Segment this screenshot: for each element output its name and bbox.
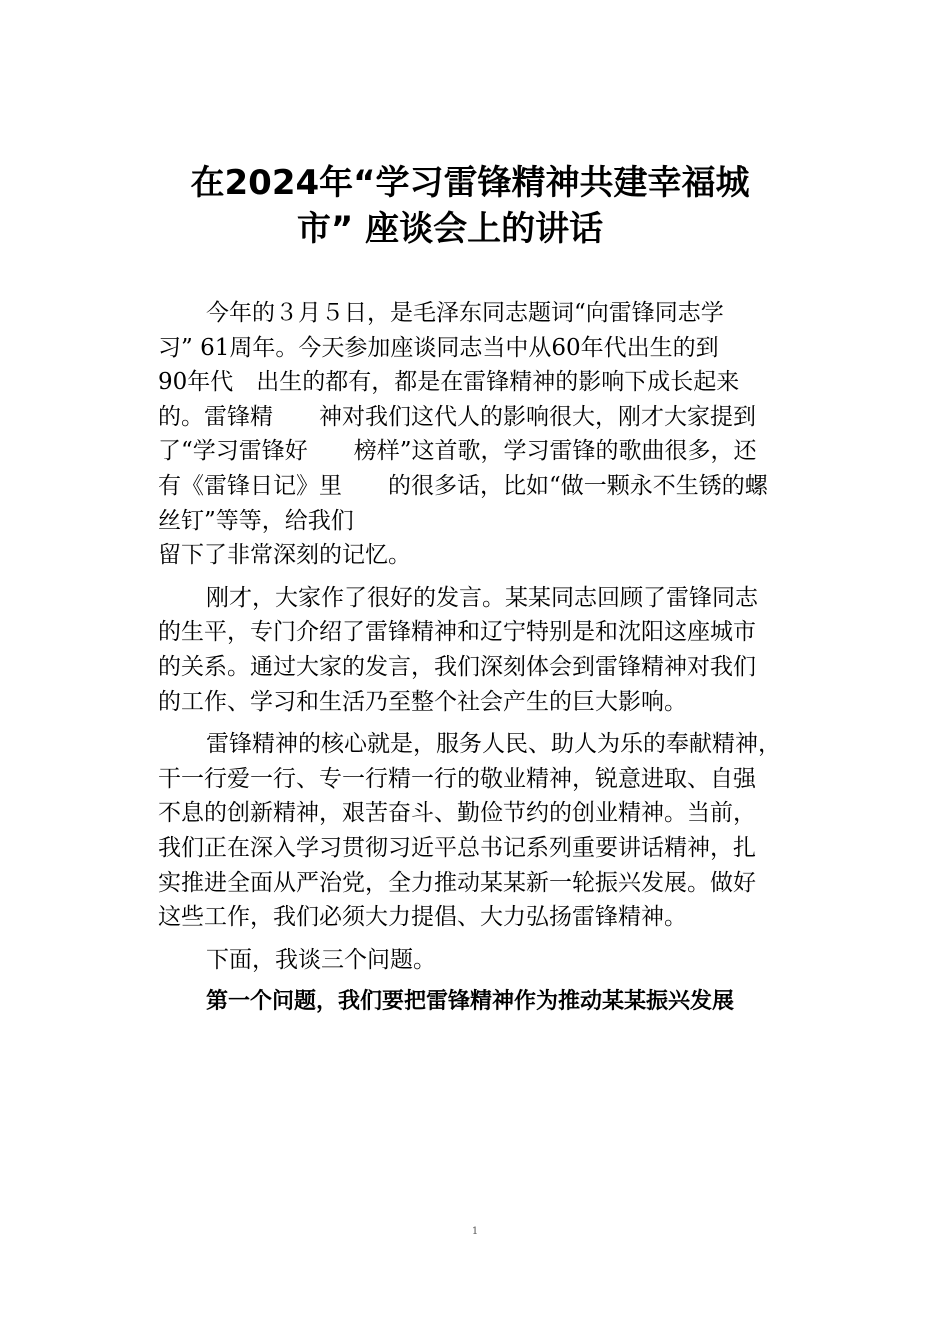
text-line: 今年的３月５日，是毛泽东同志题词“向雷锋同志学: [206, 300, 724, 326]
text-line: 刚才，大家作了很好的发言。某某同志回顾了雷锋同志: [206, 584, 758, 611]
page-number: 1: [471, 1226, 479, 1237]
text-line: 干一行爱一行、专一行精一行的敬业精神，锐意进取、自强: [158, 765, 756, 792]
text-line: 习” 61周年。今天参加座谈同志当中从60年代出生的到: [158, 334, 719, 361]
text-line: 的关系。通过大家的发言，我们深刻体会到雷锋精神对我们: [158, 653, 756, 680]
text-line: 第一个问题，我们要把雷锋精神作为推动某某振兴发展: [206, 989, 735, 1015]
paragraph-4: [158, 943, 834, 978]
text-line: 的。雷锋精 神对我们这代人的影响很大，刚才大家提到: [158, 403, 756, 430]
text-line: 实推进全面从严治党，全力推动某某新一轮振兴发展。做好: [158, 869, 756, 896]
text-line: 我们正在深入学习贯彻习近平总书记系列重要讲话精神，扎: [158, 834, 756, 861]
text-line: 的工作、学习和生活乃至整个社会产生的巨大影响。: [158, 688, 687, 715]
text-line: 不息的创新精神，艰苦奋斗、勤俭节约的创业精神。当前，: [158, 800, 756, 827]
text-line: 的生平，专门介绍了雷锋精神和辽宁特别是和沈阳这座城市: [158, 619, 756, 646]
section-heading-1: [158, 985, 834, 1020]
document-title: [140, 160, 800, 252]
title-line-2: 市” 座谈会上的讲话: [296, 209, 604, 249]
text-line: 留下了非常深刻的记忆。: [158, 542, 411, 569]
text-line: 丝钉”等等，给我们: [158, 507, 354, 534]
paragraph-1: [158, 296, 834, 573]
text-line: 有《雷锋日记》里 的很多话，比如“做一颗永不生锈的螺: [158, 472, 768, 499]
title-line-1: 在2024年“学习雷锋精神共建幸福城: [190, 163, 750, 203]
document-body: [158, 296, 834, 1028]
paragraph-3: [158, 727, 834, 935]
text-line: 90年代 出生的都有，都是在雷锋精神的影响下成长起来: [158, 369, 740, 396]
paragraph-2: [158, 581, 834, 719]
text-line: 下面，我谈三个问题。: [206, 946, 436, 973]
text-line: 了“学习雷锋好 榜样”这首歌，学习雷锋的歌曲很多，还: [158, 438, 757, 465]
text-line: 这些工作，我们必须大力提倡、大力弘扬雷锋精神。: [158, 904, 687, 931]
text-line: 雷锋精神的核心就是，服务人民、助人为乐的奉献精神，: [206, 731, 781, 758]
